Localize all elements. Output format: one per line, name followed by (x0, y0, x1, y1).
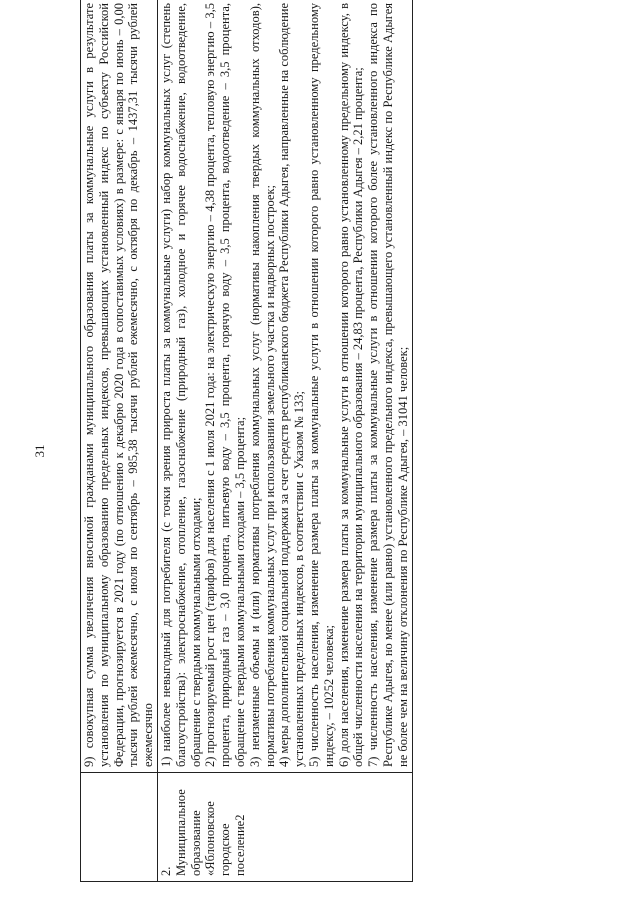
tariff-table (80, 0, 413, 882)
list-item: 3) неизменные объемы и (или) нормативы потребления коммунальных услуг (нормативы накопления твердых коммунальных отходов), нормативы потребления коммунальных услуг при использовании земельного участка и надворных построек; (247, 3, 277, 767)
rotated-content (80, 3, 622, 882)
municipality-cell: 2. Муниципальное образование «Яблоновское городское поселение2 (157, 773, 412, 882)
list-item: 2) прогнозируемый рост цен (тарифов) для населения с 1 июля 2021 года: на электрическую энергию – 4,38 процента, тепловую энергию – 3,5 процента, природный газ – 3,0 процента, питьевую воду – 3,5 процента, горячую воду – 3,5 процента, водоотведение – 3,5 процента, обращение с твердыми коммунальными отходами – 3,5 процента; (203, 3, 247, 767)
list-item: 6) доля населения, изменение размера платы за коммунальные услуги в отношении которого равно установленному предельному индексу, в общей численности населения на территории муниципального образования – 24,83 процента, Республики Адыгея – 2,21 процента; (336, 3, 366, 767)
page-number: 31 (32, 444, 47, 458)
table-row (81, 0, 158, 882)
list-item: 1) наиболее невыгодный для потребителя (с точки зрения прироста платы за коммунальные услуги) набор коммунальных услуг (степень благоустройства): электроснабжение, отопление, газоснабжение (природный газ), холодное и горячее водоснабжение, водоотведение, обращение с твердыми коммунальными отходами; (158, 3, 203, 767)
conditions-cell (157, 0, 412, 773)
list-item: 4) меры дополнительной социальной поддержки за счет средств республиканского бюджета Республики Адыгея, направленные на соблюдение установленных предельных индексов, в соответствии с Указом № 133; (277, 3, 307, 767)
list-item: 5) численность населения, изменение размера платы за коммунальные услуги в отношении которого равно установленному предельному индексу, – 10252 человека; (306, 3, 336, 767)
list-item: 9) совокупная сумма увеличения вносимой гражданами муниципального образования платы за коммунальные услуги в результате установления по муниципальному образованию предельных индексов, превышающих установленный индекс по субъекту Российской Федерации, прогнозируется в 2021 году (по отношению к декабрю 2020 года в сопоставимых условиях) в размере: с января по июнь – 0,00 тысячи рублей ежемесячно, с июля по сентябрь – 985,38 тысячи рублей ежемесячно, с октября по декабрь – 1437,31 тысячи рублей ежемесячно (82, 3, 156, 767)
table-row (157, 0, 412, 882)
municipality-cell (81, 773, 158, 882)
conditions-cell (81, 0, 158, 773)
list-item: 7) численность населения, изменение размера платы за коммунальные услуги в отношении которого более установленного индекса по Республике Адыгея, но менее (или равно) установленного предельного индекса, превышающего установленный индекс по Республике Адыгея не более чем на величину отклонения по Республике Адыгея, – 31041 человек; (366, 3, 410, 767)
